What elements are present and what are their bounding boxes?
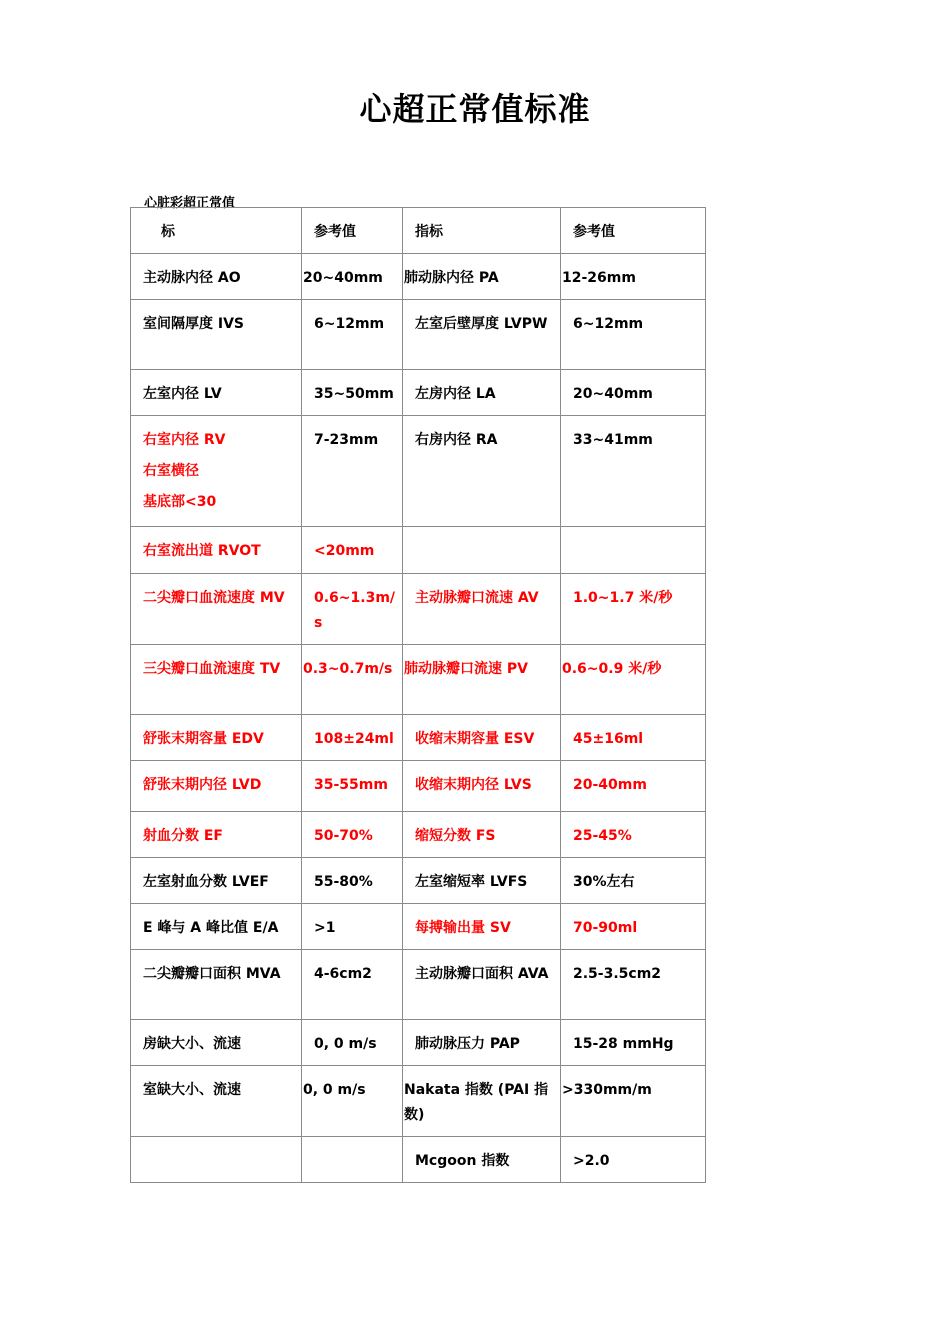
header-reference-cell: 参考值 [302, 208, 403, 254]
indicator-cell: 主动脉瓣口面积 AVA [403, 950, 561, 1020]
indicator-cell: 室间隔厚度 IVS [131, 300, 302, 370]
indicator-cell: 室缺大小、流速 [131, 1066, 302, 1137]
indicator-cell: 射血分数 EF [131, 812, 302, 858]
value-cell: 2.5-3.5cm2 [561, 950, 706, 1020]
indicator-line: 右室横径 [143, 463, 199, 479]
value-cell: 35~50mm [302, 370, 403, 416]
table-row [131, 370, 706, 416]
value-cell: 0.6~0.9 米/秒 [561, 645, 706, 715]
indicator-cell: 肺动脉压力 PAP [403, 1020, 561, 1066]
table-row [131, 858, 706, 904]
table-header-row [131, 208, 706, 254]
value-cell: >1 [302, 904, 403, 950]
value-cell: 4-6cm2 [302, 950, 403, 1020]
table-row [131, 300, 706, 370]
indicator-cell [131, 416, 302, 527]
indicator-cell: 二尖瓣瓣口面积 MVA [131, 950, 302, 1020]
indicator-line: 基底部<30 [143, 494, 217, 510]
indicator-cell [403, 527, 561, 574]
indicator-cell: 舒张末期容量 EDV [131, 715, 302, 761]
value-cell: 70-90ml [561, 904, 706, 950]
indicator-cell: 舒张末期内径 LVD [131, 761, 302, 812]
value-cell: 30%左右 [561, 858, 706, 904]
value-cell: >330mm/m [561, 1066, 706, 1137]
table-row [131, 950, 706, 1020]
value-cell: 33~41mm [561, 416, 706, 527]
value-cell: <20mm [302, 527, 403, 574]
reference-values-table [130, 207, 706, 1183]
indicator-line: 右室内径 RV [143, 432, 226, 448]
indicator-cell: 主动脉内径 AO [131, 254, 302, 300]
value-cell: 0.3~0.7m/s [302, 645, 403, 715]
value-cell: 20-40mm [561, 761, 706, 812]
indicator-cell [131, 1137, 302, 1183]
indicator-cell: 收缩末期容量 ESV [403, 715, 561, 761]
value-cell: 50-70% [302, 812, 403, 858]
table-row [131, 416, 706, 527]
indicator-cell: 房缺大小、流速 [131, 1020, 302, 1066]
table-row [131, 527, 706, 574]
indicator-cell: 二尖瓣口血流速度 MV [131, 574, 302, 645]
indicator-cell: 每搏输出量 SV [403, 904, 561, 950]
indicator-cell: 肺动脉瓣口流速 PV [403, 645, 561, 715]
page-title: 心超正常值标准 [359, 90, 591, 128]
indicator-cell: 缩短分数 FS [403, 812, 561, 858]
value-cell: 1.0~1.7 米/秒 [561, 574, 706, 645]
indicator-cell: 左室缩短率 LVFS [403, 858, 561, 904]
value-cell: 6~12mm [561, 300, 706, 370]
table-row [131, 254, 706, 300]
table-row [131, 574, 706, 645]
value-cell: 6~12mm [302, 300, 403, 370]
table-row [131, 904, 706, 950]
value-cell: >2.0 [561, 1137, 706, 1183]
table-caption: 心脏彩超正常值 [144, 196, 236, 211]
table-row [131, 812, 706, 858]
indicator-cell: E 峰与 A 峰比值 E/A [131, 904, 302, 950]
indicator-cell: 左室后壁厚度 LVPW [403, 300, 561, 370]
header-reference-cell: 参考值 [561, 208, 706, 254]
value-cell [302, 1137, 403, 1183]
indicator-cell: 左室射血分数 LVEF [131, 858, 302, 904]
table-row [131, 1137, 706, 1183]
value-cell: 25-45% [561, 812, 706, 858]
indicator-cell: 主动脉瓣口流速 AV [403, 574, 561, 645]
value-cell: 0, 0 m/s [302, 1066, 403, 1137]
table-row [131, 645, 706, 715]
value-cell [561, 527, 706, 574]
value-cell: 45±16ml [561, 715, 706, 761]
indicator-cell: 肺动脉内径 PA [403, 254, 561, 300]
value-cell: 7-23mm [302, 416, 403, 527]
value-cell: 55-80% [302, 858, 403, 904]
indicator-cell: 左室内径 LV [131, 370, 302, 416]
value-cell: 108±24ml [302, 715, 403, 761]
table-row [131, 715, 706, 761]
indicator-cell: 右室流出道 RVOT [131, 527, 302, 574]
indicator-cell: Nakata 指数 (PAI 指数) [403, 1066, 561, 1137]
value-cell: 20~40mm [561, 370, 706, 416]
table-row [131, 761, 706, 812]
indicator-cell: 左房内径 LA [403, 370, 561, 416]
value-cell: 0, 0 m/s [302, 1020, 403, 1066]
indicator-cell: 收缩末期内径 LVS [403, 761, 561, 812]
value-cell: 35-55mm [302, 761, 403, 812]
value-cell: 12-26mm [561, 254, 706, 300]
value-cell: 20~40mm [302, 254, 403, 300]
table-row [131, 1020, 706, 1066]
indicator-cell: Mcgoon 指数 [403, 1137, 561, 1183]
indicator-cell: 右房内径 RA [403, 416, 561, 527]
header-indicator-cell: 指标 [403, 208, 561, 254]
indicator-cell: 三尖瓣口血流速度 TV [131, 645, 302, 715]
table-row [131, 1066, 706, 1137]
header-indicator-cell: 标 [131, 208, 302, 254]
value-cell: 0.6~1.3m/s [302, 574, 403, 645]
value-cell: 15-28 mmHg [561, 1020, 706, 1066]
